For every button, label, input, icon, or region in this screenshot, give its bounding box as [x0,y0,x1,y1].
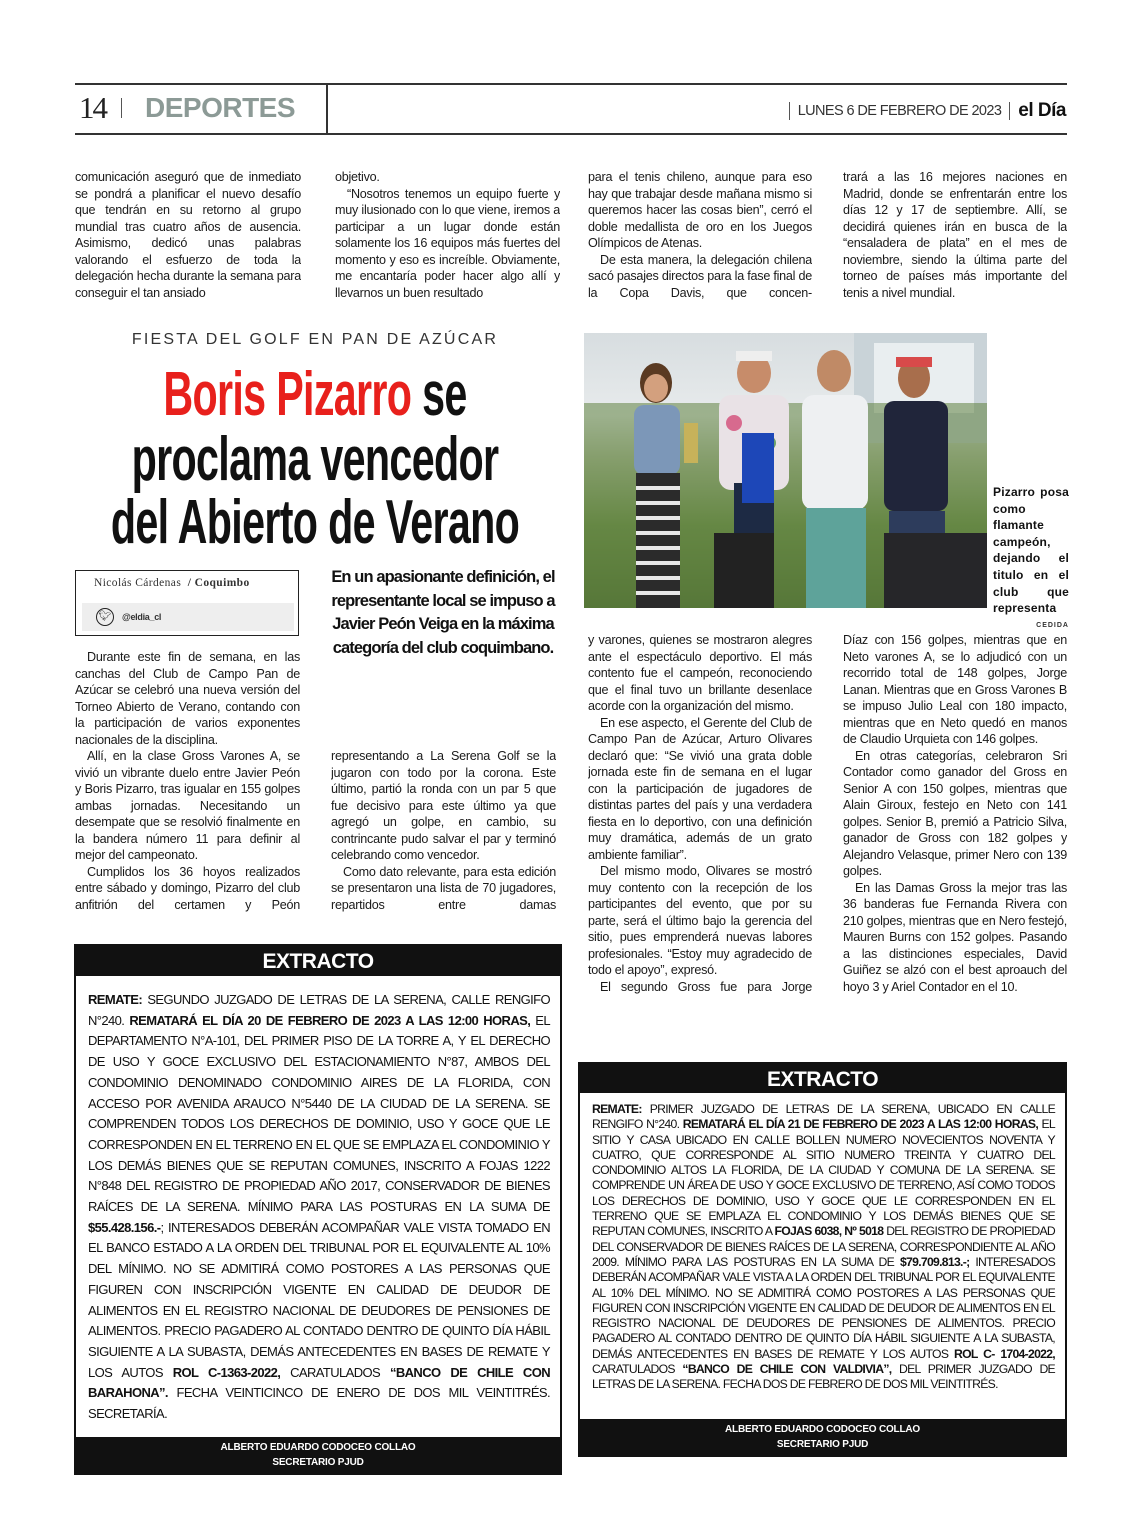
notice-text: PRIMER JUZGADO DE LETRAS DE LA SERENA, UBICADO EN CALLE RENGIFO N°240. [592,1102,1055,1132]
notice-text: ; INTERESADOS DEBERÁN ACOMPAÑAR VALE VISTA TOMADO EN EL BANCO ESTADO A LA ORDEN DEL TRIBUNAL POR EL EQUIVALENTE AL 10% DEL MÍNIMO. NO SE ADMITIRÁ COMO POSTORES A LAS PERSONAS QUE FIGUREN CON INSCRIPCIÓN VIGENTE EN CALIDAD DE DEUDOR DE ALIMENTOS EN EL REGISTRO NACIONAL DE DEUDORES DE PENSIONES DE ALIMENTOS. PRECIO PAGADERO AL CONTADO DENTRO DE QUINTO DÍA HÁBIL SIGUIENTE A LA SUBASTA, DEMÁS ANTECEDENTES EN BASES DE REMATE Y LOS AUTOS [88,1219,550,1380]
notice-text: EL SITIO Y CASA UBICADO EN CALLE BOLLEN NUMERO NOVECIENTOS NOVENTA Y CUATRO, QUE CORRESPONDE AL SITIO NUMERO TREINTA Y CUATRO DEL CONDOMINIO ALTOS LA FLORIDA, DE LA CIUDAD Y COMUNA DE LA SERENA. SE COMPRENDE UN ÁREA DE USO Y GOCE EXCLUSIVO DE TERRENO, ASÍ COMO TODOS LOS DERECHOS DE DOMINIO, USO Y GOCE QUE LE CORRESPONDEN EN EL TERRENO QUE SE EMPLAZA EL CONDOMINIO Y LOS DEMÁS BIENES QUE SE REPUTAN COMUNES, INSCRITO A [592,1117,1055,1239]
photo-credit: CEDIDA [1036,621,1069,629]
headline-line-2: proclama vencedor [131,425,499,494]
paragraph: Durante este fin de semana, en las canchas del Club de Campo Pan de Azúcar se celebró una nueva versión del Torneo Abierto de Verano, contando con la participación de varios exponentes nacionales de la disciplina. [75,650,300,747]
article-column-1 [75,649,300,919]
author-name: Nicolás Cárdenas [94,577,182,589]
byline-box [75,570,299,636]
page-number: 14 [79,90,106,125]
top-column-4 [843,169,1067,305]
caption-and-credit [993,484,1069,630]
top-column-1 [75,169,301,305]
paragraph: El segundo Gross fue para Jorge [600,979,812,994]
golf-bag [714,533,774,608]
person-woman [634,363,680,608]
notice-label: REMATE: [592,1102,642,1116]
social-bar [82,603,294,631]
notice-text: DEL REGISTRO DE PROPIEDAD DEL CONSERVADOR DE BIENES RAÍCES DE LA SERENA, CORRESPONDIENTE AL AÑO 2009. MÍNIMO PARA LAS POSTURAS EN LA SUMA DE [592,1224,1056,1269]
paragraph: En ese aspecto, el Gerente del Club de Campo Pan de Azúcar, Arturo Olivares declaró que: “Se vivió una grata doble jornada este fin de semana en el lugar con la participación de jugadores de distintas partes del país y una verdadera fiesta en lo deportivo, con una definición muy dramática, además de un grato ambiente familiar”. [588,715,812,862]
legal-notice-text [580,1093,1065,1403]
header-separator [1009,102,1010,120]
legal-notice-signature [580,1419,1065,1455]
byline-location: Coquimbo [194,577,250,589]
notice-text: FECHA VEINTICINCO DE ENERO DE DOS MIL VEINTITRÉS. SECRETARÍA. [88,1385,550,1422]
notice-text: SEGUNDO JUZGADO DE LETRAS DE LA SERENA, CALLE RENGIFO N°240. [88,992,550,1028]
newspaper-logo: el Día [1018,100,1066,121]
headline-line-1 [82,360,548,429]
header-separator [121,98,122,118]
article-column-4 [843,632,1067,1034]
header-separator [789,102,790,120]
headline-line-3: del Abierto de Verano [110,488,520,557]
legal-notice-signature [76,1437,560,1473]
paragraph: objetivo. [335,170,380,184]
notice-text: EL DEPARTAMENTO N°A-101, DEL PRIMER PISO DE LA TORRE A, Y EL DERECHO DE USO Y GOCE EXCLUSIVO DEL ESTACIONAMIENTO N°87, AMBOS DEL CONDOMINIO DENOMINADO CONDOMINIO AIRES DE LA FLORIDA, CON ACCESO POR AVENIDA ARAUCO N°5440 DE LA CIUDAD DE LA SERENA. SE COMPRENDEN TODOS LOS DERECHOS DE DOMINIO, USO Y GOCE QUE LE CORRESPONDEN EN EL TERRENO EN EL QUE SE EMPLAZA EL CONDOMINIO Y LOS DEMÁS BIENES QUE SE REPUTAN COMUNES, INSCRITO A FOJAS 1222 N°848 DEL REGISTRO DE PROPIEDAD AÑO 2017, CONSERVADOR DE BIENES RAÍCES DE LA SERENA. MÍNIMO PARA LAS POSTURAS EN LA SUMA DE [88,1012,550,1215]
paragraph: “Nosotros tenemos un equipo fuerte y muy ilusionado con lo que viene, iremos a participar a un lugar donde están solamente los 16 equipos más fuertes del momento y eso es increíble. Obviamente, me encantaría poder hacer algo allí y llevarnos un buen resultado [335,186,560,300]
notice-text: INTERESADOS DEBERÁN ACOMPAÑAR VALE VISTA A LA ORDEN DEL TRIBUNAL POR EL EQUIVALENTE AL 10% DEL MÍNIMO. NO SE ADMITIRÁ COMO POSTORES A LAS PERSONAS QUE FIGUREN CON INSCRIPCIÓN VIGENTE EN CALIDAD DE DEUDOR DE ALIMENTOS EN EL REGISTRO NACIONAL DE DEUDORES DE PENSIONES DE ALIMENTOS. PRECIO PAGADERO AL CONTADO DENTRO DE QUINTO DÍA HÁBIL SIGUIENTE A LA SUBASTA, DEMÁS ANTECEDENTES EN BASES DE REMATE Y LOS AUTOS [592,1254,1055,1361]
paragraph: para el tenis chileno, aunque para eso hay que trabajar desde mañana mismo si queremos hacer las cosas bien”, cerró el doble medallista de oro en los Juegos Olímpicos de Atenas. [588,170,812,250]
byline-separator: / [187,577,192,589]
paragraph: representando a La Serena Golf se la jugaron con todo por la corona. Este último, partió la ronda con un par 5 que fue decisivo para este último ya que agregó un golpe, en cambio, su contrincante pudo salvar el par y terminó celebrando como vencedor. [331,749,556,862]
notice-text: CARATULADOS [280,1364,390,1380]
signer-title: SECRETARIO PJUD [776,1439,869,1450]
article-kicker: FIESTA DEL GOLF EN PAN DE AZÚCAR [131,331,499,348]
trophy [684,423,698,463]
paragraph: Del mismo modo, Olivares se mostró muy contento con la recepción de los participantes del evento, que por su parte, será el último bajo la gerencia del sitio, pues emprenderá nuevas labores profesionales. “Estoy muy agradecido de todo el apoyo”, expresó. [588,864,812,977]
header-top-rule [75,83,1067,85]
header-dateline [789,100,1066,122]
headline-highlight: Boris Pizarro [163,360,412,429]
paragraph: Díaz con 156 golpes, mientras que en Neto varones A, se lo adjudicó con un recorrido total de 148 golpes, Jorge Lanan. Mientras que en Gross Varones B se impuso Julio Leal con 180 impacto, mientras que en Neto quedó en manos de Claudio Urquieta con 146 golpes. [843,633,1067,746]
minimum-bid: $55.428.156.- [88,1219,161,1235]
paragraph: En otras categorías, celebraron Sri Contador como ganador del Gross en Senior A con 150 golpes, mientras que Alain Giroux, festejo en Neto con 141 golpes. Senior B, premió a Patricio Silva, ganador de Gross con 182 golpes y Alejandro Velasque, primer Nero con 139 golpes. [843,748,1067,878]
notice-label: REMATE: [88,992,143,1007]
case-title: “BANCO DE CHILE CON VALDIVIA”, [682,1362,892,1377]
auction-date: REMATARÁ EL DÍA 20 DE FEBRERO DE 2023 A LAS 12:00 HORAS, [129,1012,531,1028]
twitter-icon: 🐦︎ [96,608,114,626]
case-title: “BANCO DE CHILE CON BARAHONA”. [88,1364,550,1401]
case-number: ROL C- 1704-2022, [953,1346,1055,1361]
paragraph: Como dato relevante, para esta edición se presentaron una lista de 70 jugadores, repartidos entre damas [331,864,556,912]
legal-notice-left [74,944,562,1475]
paragraph: Allí, en la clase Gross Varones A, se vivió un vibrante duelo entre Javier Peón y Boris Pizarro, tras igualar en 155 golpes ambas jornadas. Necesitando un desempate que se resolvió finalmente en la bandera número 11 para definir al mejor del campeonato. [75,749,300,862]
signer-name: ALBERTO EDUARDO CODOCEO COLLAO [725,1424,920,1435]
legal-notice-title: EXTRACTO [76,946,560,976]
legal-notice-right [578,1062,1067,1457]
notice-text: DEL PRIMER JUZGADO DE LETRAS DE LA SERENA. FECHA DOS DE FEBRERO DE DOS MIL VEINTITRÉS. [592,1362,1055,1392]
paragraph: trará a las 16 mejores naciones en Madrid, donde se enfrentarán entre los días 12 y 17 de septiembre. Allí, se decidirá quienes irán en busca de la “ensaladera de plata” en el mes de noviembre, siendo la última parte del torneo de países más importante del tenis a nivel mundial. [843,170,1067,300]
issue-date: LUNES 6 DE FEBRERO DE 2023 [797,103,1002,119]
paragraph: y varones, quienes se mostraron alegres ante el espectáculo deportivo. El más contento fue el campeón, reconociendo que el final tuvo un brillante desenlace acorde con la organización del mismo. [588,633,812,713]
header-divider [326,83,328,134]
article-photo [584,333,987,608]
legal-notice-title: EXTRACTO [580,1064,1065,1093]
article-column-2 [331,748,556,919]
headline-text: se [411,360,467,429]
auction-date: REMATARÁ EL DÍA 21 DE FEBRERO DE 2023 A LAS 12:00 HORAS, [682,1117,1039,1132]
byline [94,577,250,589]
section-title: DEPORTES [145,92,296,123]
golf-winners-photo [584,333,987,608]
signer-name: ALBERTO EDUARDO CODOCEO COLLAO [220,1441,416,1453]
signer-title: SECRETARIO PJUD [272,1456,364,1468]
paragraph: De esta manera, la delegación chilena sacó pasajes directos para la fase final de la Copa Davis, que concen- [588,252,812,300]
paragraph: Cumplidos los 36 hoyos realizados entre sábado y domingo, Pizarro del club anfitrión del certamen y Peón [75,864,300,912]
notice-text: CARATULADOS [592,1362,683,1377]
photo-caption: Pizarro posa como flamante campeón, dejando el titulo en el club que representa [993,485,1069,616]
top-column-2 [335,169,560,305]
property-registry: FOJAS 6038, Nº 5018 [774,1224,884,1239]
legal-notice-text [76,976,560,1437]
minimum-bid: $79.709.813.-; [899,1254,970,1269]
table [884,533,987,608]
deck-and-column-2 [328,566,558,919]
article-deck: En un apasionante definición, el representante local se impuso a Javier Peón Veiga en la máxima categoría del club coquimbano. [331,568,555,657]
article-column-3 [588,632,812,1034]
paragraph: En las Damas Gross la mejor tras las 36 banderas fue Fernanda Rivera con 210 golpes, mientras que en Nero festejó, Mauren Burns con 152 golpes. Pasando a las distinciones especiales, David Guiñez se alzó con el best aproauch del hoyo 3 y Ariel Contador en el 10. [843,880,1067,994]
paragraph: comunicación aseguró que de inmediato se pondrá a planificar el nuevo desafío que tendrán en su retorno al grupo mundial tras cuatro años de ausencia. Asimismo, dedicó unas palabras valorando el esfuerzo de toda la delegación hecha durante la semana para conseguir el tan ansiado [75,170,301,300]
prize-box [742,433,774,503]
twitter-handle[interactable]: @eldia_cl [122,612,162,622]
header-bottom-rule [75,133,1067,135]
case-number: ROL C-1363-2022, [172,1364,281,1380]
top-column-3 [588,169,812,305]
